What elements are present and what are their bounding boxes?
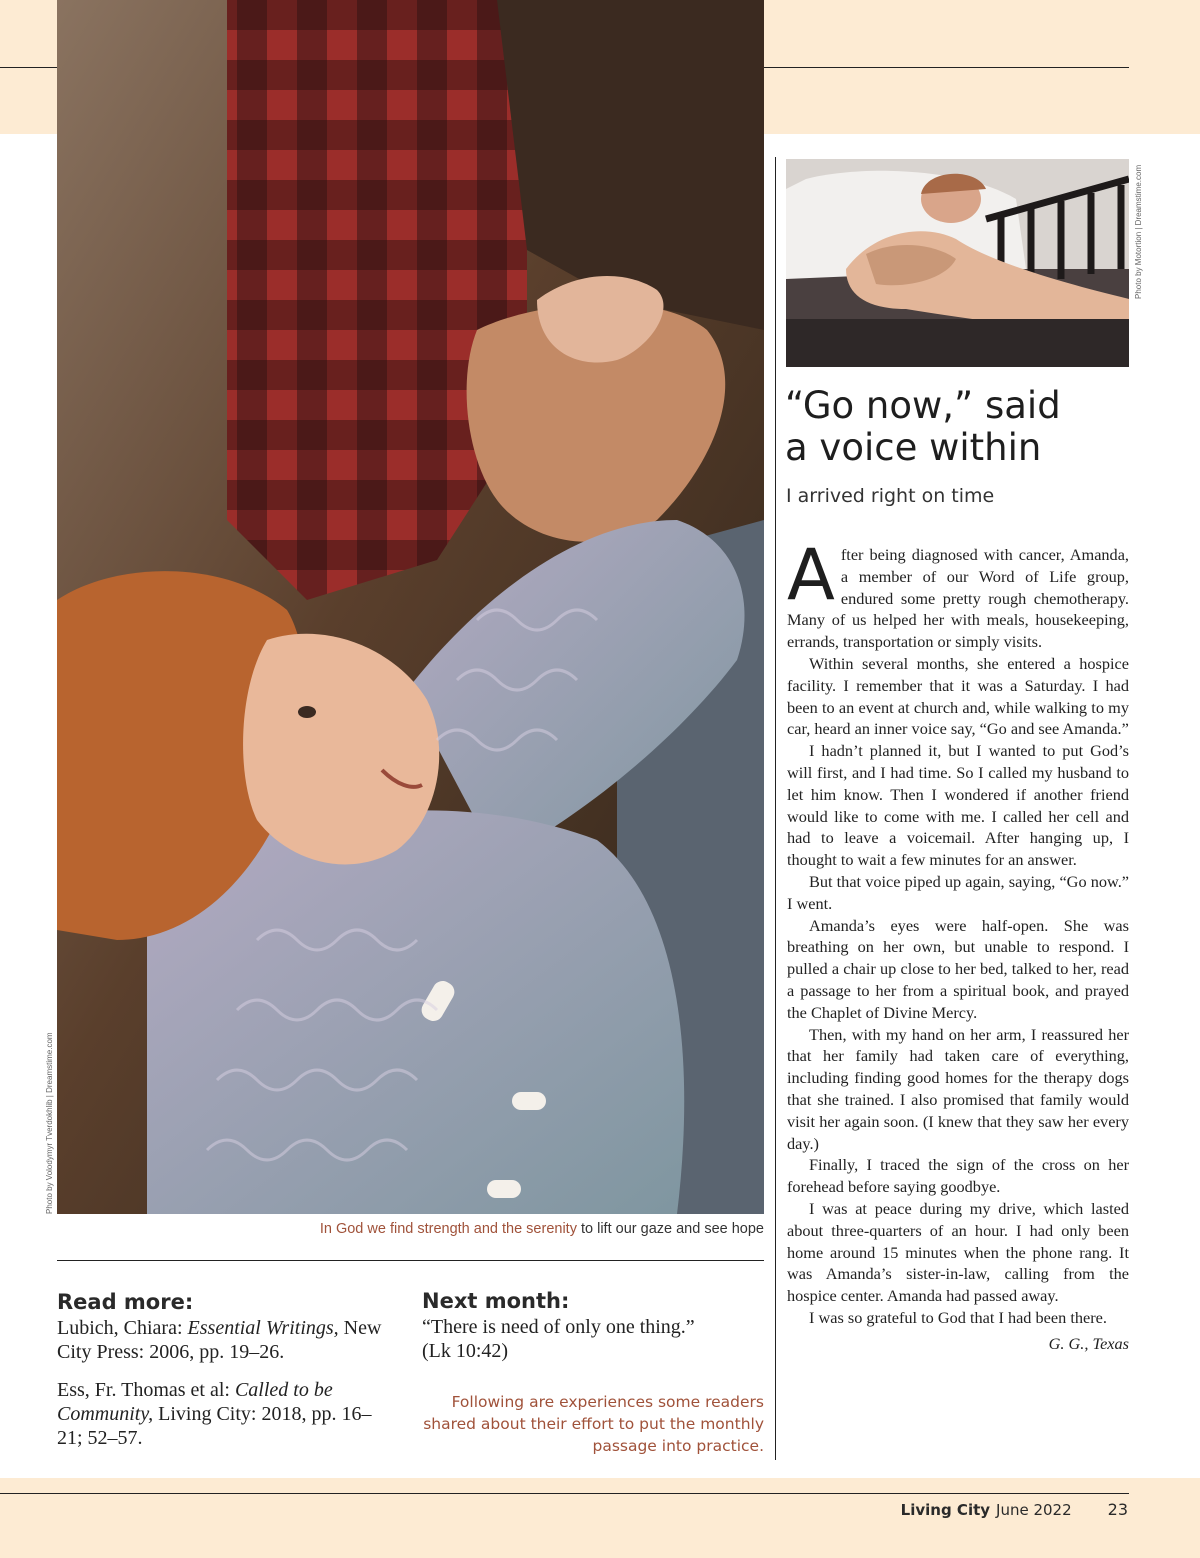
hero-caption (64, 1221, 764, 1237)
story-paragraph-8: I was at peace during my drive, which lasted about three-quarters of an hour. I had only been home around 15 minutes when the phone rang. It was Amanda’s sister-in-law, calling from the hospice center. Amanda had passed away. (787, 1198, 1129, 1306)
story-paragraph-6: Then, with my hand on her arm, I reassured her that her family had taken care of everything, including finding good homes for the therapy dogs that she trained. I also promised that family would visit her again soon. (I knew that they saw her every day.) (787, 1024, 1129, 1153)
column-divider (775, 157, 776, 1460)
footer-rule (0, 1493, 1129, 1494)
article-body (787, 534, 1129, 1354)
issue-date: June 2022 (996, 1501, 1072, 1519)
article-headline (785, 385, 1145, 469)
headline-line-2: a voice within (785, 426, 1042, 469)
page-footer (901, 1500, 1128, 1519)
story-paragraph-9: I was so grateful to God that I had been there. (809, 1307, 1107, 1327)
read-more-ref-2: Ess, Fr. Thomas et al: Called to be Community, Living City: 2018, pp. 16–21; 52–57. (57, 1379, 372, 1449)
next-month-heading: Next month: (422, 1289, 570, 1313)
story-paragraph-7: Finally, I traced the sign of the cross on her forehead before saying goodbye. (787, 1155, 1129, 1197)
story-paragraph-1: After being diagnosed with cancer, Amanda, a member of our Word of Life group, endured some pretty rough chemotherapy. Many of us helped her with meals, housekeeping, errands, transportation or simply visits. (787, 534, 1129, 652)
author-signature: G. G., Texas (1048, 1333, 1129, 1353)
inset-photo-credit: Photo by Motortion | Dreamstime.com (1134, 164, 1143, 299)
story-paragraph-5: Amanda’s eyes were half-open. She was breathing on her own, but unable to respond. I pulled a chair up close to her bed, talked to her, read a passage to her from a spiritual book, and prayed the Chaplet of Divine Mercy. (787, 915, 1129, 1022)
inset-photo (786, 159, 1129, 367)
drop-cap: A (787, 534, 835, 616)
next-month-ref: (Lk 10:42) (422, 1340, 509, 1362)
read-more-box (57, 1290, 387, 1464)
hero-photo-credit: Photo by Volodymyr Tverdokhlib | Dreamstime.com (45, 1032, 54, 1214)
read-more-heading: Read more: (57, 1290, 194, 1314)
hero-photo (57, 0, 764, 1214)
top-rule-right (764, 67, 1129, 68)
headline-line-1: “Go now,” said (785, 384, 1061, 427)
article-subhead: I arrived right on time (786, 485, 995, 507)
next-month-box (422, 1289, 762, 1377)
top-rule-left (0, 67, 57, 68)
caption-accent: In God we find strength and the serenity (319, 1221, 577, 1237)
page-number: 23 (1107, 1500, 1128, 1519)
caption-rest: to lift our gaze and see hope (576, 1221, 764, 1237)
following-note: Following are experiences some readers shared about their effort to put the monthly passage into practice. (423, 1393, 764, 1455)
story-paragraph-2: Within several months, she entered a hospice facility. I remember that it was a Saturday. I had been to an event at church and, while walking to my car, heard an inner voice say, “Go and see Amanda.” (787, 653, 1129, 739)
caption-rule (57, 1260, 764, 1261)
story-paragraph-4: But that voice piped up again, saying, “Go now.” I went. (787, 871, 1129, 913)
read-more-ref-1: Lubich, Chiara: Essential Writings, New City Press: 2006, pp. 19–26. (57, 1317, 382, 1363)
story-paragraph-3: I hadn’t planned it, but I wanted to put God’s will first, and I had time. So I called my husband to let him know. Then I wondered if another friend would like to come with me. I called her cell and had to leave a voicemail. After hanging up, I thought to wait a few minutes for an answer. (787, 741, 1129, 870)
magazine-name: Living City (900, 1501, 991, 1519)
next-month-quote: “There is need of only one thing.” (422, 1316, 695, 1338)
